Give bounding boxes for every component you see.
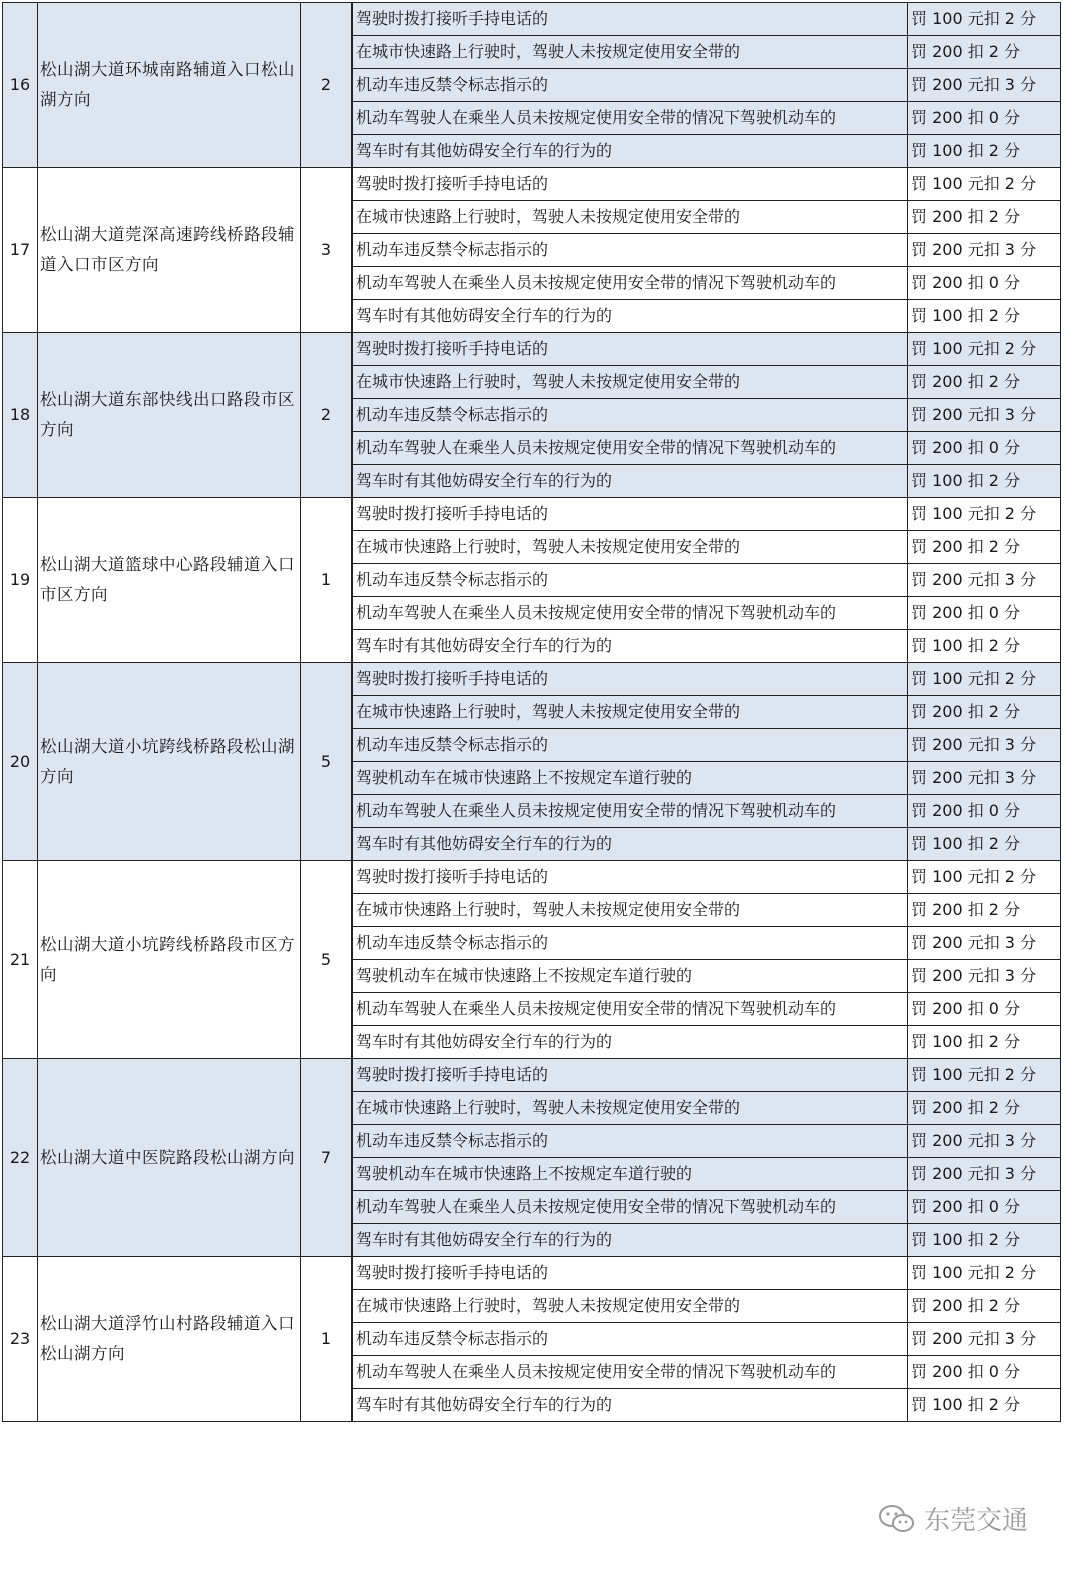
table-row <box>3 861 1061 894</box>
penalty: 罚 200 元扣 3 分 <box>908 927 1061 960</box>
group-number: 23 <box>3 1257 38 1422</box>
penalty: 罚 200 元扣 3 分 <box>908 234 1061 267</box>
violation-description: 驾驶机动车在城市快速路上不按规定车道行驶的 <box>353 960 908 993</box>
penalty: 罚 200 扣 0 分 <box>908 267 1061 300</box>
violation-description: 在城市快速路上行驶时，驾驶人未按规定使用安全带的 <box>353 366 908 399</box>
penalty: 罚 200 扣 2 分 <box>908 36 1061 69</box>
group-number: 22 <box>3 1059 38 1257</box>
location-name: 松山湖大道中医院路段松山湖方向 <box>38 1059 301 1257</box>
group-number: 18 <box>3 333 38 498</box>
penalty: 罚 200 扣 0 分 <box>908 432 1061 465</box>
violation-description: 机动车驾驶人在乘坐人员未按规定使用安全带的情况下驾驶机动车的 <box>353 432 908 465</box>
penalty: 罚 100 扣 2 分 <box>908 1224 1061 1257</box>
violation-description: 机动车驾驶人在乘坐人员未按规定使用安全带的情况下驾驶机动车的 <box>353 795 908 828</box>
penalty: 罚 100 扣 2 分 <box>908 465 1061 498</box>
violation-table-container <box>2 2 1061 1422</box>
camera-count: 7 <box>301 1059 352 1257</box>
violation-description: 驾驶时拨打接听手持电话的 <box>353 1059 908 1092</box>
violation-description: 机动车违反禁令标志指示的 <box>353 399 908 432</box>
penalty: 罚 100 元扣 2 分 <box>908 3 1061 36</box>
penalty: 罚 200 扣 2 分 <box>908 696 1061 729</box>
violation-table <box>2 2 1061 1422</box>
location-name: 松山湖大道小坑跨线桥路段市区方向 <box>38 861 301 1059</box>
table-row <box>3 333 1061 366</box>
camera-count: 3 <box>301 168 352 333</box>
penalty: 罚 100 元扣 2 分 <box>908 1059 1061 1092</box>
penalty: 罚 200 扣 0 分 <box>908 102 1061 135</box>
location-name: 松山湖大道环城南路辅道入口松山湖方向 <box>38 3 301 168</box>
violation-description: 机动车驾驶人在乘坐人员未按规定使用安全带的情况下驾驶机动车的 <box>353 267 908 300</box>
violation-description: 机动车驾驶人在乘坐人员未按规定使用安全带的情况下驾驶机动车的 <box>353 597 908 630</box>
penalty: 罚 200 元扣 3 分 <box>908 564 1061 597</box>
penalty: 罚 200 扣 2 分 <box>908 1290 1061 1323</box>
watermark <box>878 1500 1028 1537</box>
violation-description: 驾车时有其他妨碍安全行车的行为的 <box>353 1224 908 1257</box>
camera-count: 1 <box>301 1257 352 1422</box>
violation-description: 在城市快速路上行驶时，驾驶人未按规定使用安全带的 <box>353 1290 908 1323</box>
location-name: 松山湖大道篮球中心路段辅道入口市区方向 <box>38 498 301 663</box>
violation-description: 在城市快速路上行驶时，驾驶人未按规定使用安全带的 <box>353 894 908 927</box>
penalty: 罚 200 元扣 3 分 <box>908 1125 1061 1158</box>
table-row <box>3 663 1061 696</box>
penalty: 罚 200 扣 0 分 <box>908 993 1061 1026</box>
violation-description: 机动车违反禁令标志指示的 <box>353 564 908 597</box>
penalty: 罚 100 元扣 2 分 <box>908 333 1061 366</box>
violation-description: 驾车时有其他妨碍安全行车的行为的 <box>353 630 908 663</box>
violation-description: 驾车时有其他妨碍安全行车的行为的 <box>353 828 908 861</box>
table-row <box>3 1257 1061 1290</box>
violation-description: 驾驶时拨打接听手持电话的 <box>353 663 908 696</box>
penalty: 罚 100 元扣 2 分 <box>908 1257 1061 1290</box>
penalty: 罚 100 扣 2 分 <box>908 828 1061 861</box>
location-name: 松山湖大道小坑跨线桥路段松山湖方向 <box>38 663 301 861</box>
table-row <box>3 3 1061 36</box>
violation-description: 驾车时有其他妨碍安全行车的行为的 <box>353 1026 908 1059</box>
penalty: 罚 100 扣 2 分 <box>908 630 1061 663</box>
table-row <box>3 498 1061 531</box>
camera-count: 1 <box>301 498 352 663</box>
penalty: 罚 100 扣 2 分 <box>908 300 1061 333</box>
violation-description: 机动车违反禁令标志指示的 <box>353 927 908 960</box>
violation-description: 在城市快速路上行驶时，驾驶人未按规定使用安全带的 <box>353 696 908 729</box>
location-name: 松山湖大道莞深高速跨线桥路段辅道入口市区方向 <box>38 168 301 333</box>
penalty: 罚 200 元扣 3 分 <box>908 1323 1061 1356</box>
violation-description: 驾驶机动车在城市快速路上不按规定车道行驶的 <box>353 1158 908 1191</box>
penalty: 罚 200 扣 2 分 <box>908 366 1061 399</box>
group-number: 20 <box>3 663 38 861</box>
violation-description: 机动车违反禁令标志指示的 <box>353 69 908 102</box>
violation-description: 在城市快速路上行驶时，驾驶人未按规定使用安全带的 <box>353 1092 908 1125</box>
penalty: 罚 200 扣 2 分 <box>908 531 1061 564</box>
group-number: 16 <box>3 3 38 168</box>
violation-description: 在城市快速路上行驶时，驾驶人未按规定使用安全带的 <box>353 201 908 234</box>
table-row <box>3 168 1061 201</box>
violation-description: 机动车驾驶人在乘坐人员未按规定使用安全带的情况下驾驶机动车的 <box>353 993 908 1026</box>
violation-description: 机动车驾驶人在乘坐人员未按规定使用安全带的情况下驾驶机动车的 <box>353 102 908 135</box>
violation-description: 机动车违反禁令标志指示的 <box>353 1125 908 1158</box>
penalty: 罚 200 扣 2 分 <box>908 894 1061 927</box>
violation-description: 在城市快速路上行驶时，驾驶人未按规定使用安全带的 <box>353 531 908 564</box>
violation-description: 驾驶时拨打接听手持电话的 <box>353 168 908 201</box>
violation-description: 驾车时有其他妨碍安全行车的行为的 <box>353 465 908 498</box>
group-number: 19 <box>3 498 38 663</box>
violation-description: 驾驶时拨打接听手持电话的 <box>353 861 908 894</box>
penalty: 罚 100 扣 2 分 <box>908 1026 1061 1059</box>
violation-description: 驾驶机动车在城市快速路上不按规定车道行驶的 <box>353 762 908 795</box>
penalty: 罚 100 扣 2 分 <box>908 135 1061 168</box>
penalty: 罚 200 元扣 3 分 <box>908 69 1061 102</box>
penalty: 罚 100 元扣 2 分 <box>908 498 1061 531</box>
penalty: 罚 200 元扣 3 分 <box>908 960 1061 993</box>
violation-description: 机动车违反禁令标志指示的 <box>353 729 908 762</box>
penalty: 罚 100 元扣 2 分 <box>908 168 1061 201</box>
table-row <box>3 1059 1061 1092</box>
camera-count: 2 <box>301 3 352 168</box>
violation-description: 驾驶时拨打接听手持电话的 <box>353 333 908 366</box>
location-name: 松山湖大道东部快线出口路段市区方向 <box>38 333 301 498</box>
penalty: 罚 100 元扣 2 分 <box>908 861 1061 894</box>
camera-count: 2 <box>301 333 352 498</box>
violation-table-body <box>3 3 1061 1422</box>
violation-description: 驾驶时拨打接听手持电话的 <box>353 1257 908 1290</box>
penalty: 罚 200 元扣 3 分 <box>908 399 1061 432</box>
violation-description: 机动车驾驶人在乘坐人员未按规定使用安全带的情况下驾驶机动车的 <box>353 1356 908 1389</box>
penalty: 罚 100 元扣 2 分 <box>908 663 1061 696</box>
violation-description: 机动车驾驶人在乘坐人员未按规定使用安全带的情况下驾驶机动车的 <box>353 1191 908 1224</box>
camera-count: 5 <box>301 663 352 861</box>
violation-description: 机动车违反禁令标志指示的 <box>353 1323 908 1356</box>
violation-description: 驾驶时拨打接听手持电话的 <box>353 3 908 36</box>
violation-description: 驾驶时拨打接听手持电话的 <box>353 498 908 531</box>
camera-count: 5 <box>301 861 352 1059</box>
penalty: 罚 200 扣 0 分 <box>908 597 1061 630</box>
violation-description: 驾车时有其他妨碍安全行车的行为的 <box>353 135 908 168</box>
violation-description: 机动车违反禁令标志指示的 <box>353 234 908 267</box>
penalty: 罚 100 扣 2 分 <box>908 1389 1061 1422</box>
penalty: 罚 200 元扣 3 分 <box>908 729 1061 762</box>
violation-description: 在城市快速路上行驶时，驾驶人未按规定使用安全带的 <box>353 36 908 69</box>
group-number: 17 <box>3 168 38 333</box>
penalty: 罚 200 扣 2 分 <box>908 201 1061 234</box>
violation-description: 驾车时有其他妨碍安全行车的行为的 <box>353 300 908 333</box>
penalty: 罚 200 扣 2 分 <box>908 1092 1061 1125</box>
watermark-text: 东莞交通 <box>924 1506 1029 1536</box>
location-name: 松山湖大道浮竹山村路段辅道入口松山湖方向 <box>38 1257 301 1422</box>
violation-description: 驾车时有其他妨碍安全行车的行为的 <box>353 1389 908 1422</box>
penalty: 罚 200 元扣 3 分 <box>908 1158 1061 1191</box>
group-number: 21 <box>3 861 38 1059</box>
penalty: 罚 200 扣 0 分 <box>908 1191 1061 1224</box>
wechat-icon <box>878 1504 916 1534</box>
penalty: 罚 200 元扣 3 分 <box>908 762 1061 795</box>
penalty: 罚 200 扣 0 分 <box>908 795 1061 828</box>
penalty: 罚 200 扣 0 分 <box>908 1356 1061 1389</box>
